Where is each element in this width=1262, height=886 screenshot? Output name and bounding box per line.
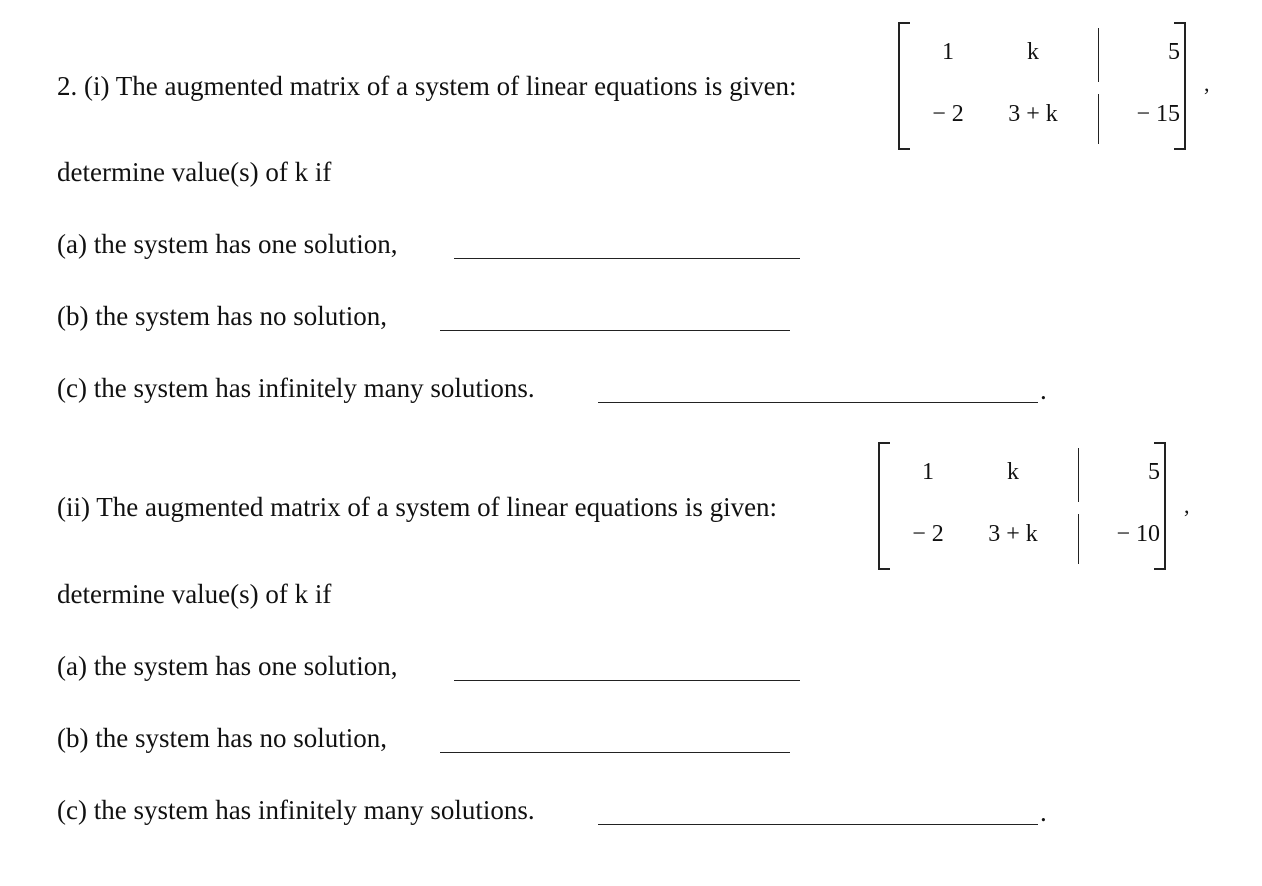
matrix-cell-r1c1: 1 — [922, 459, 934, 485]
matrix-cell-r1c2: k — [1007, 459, 1019, 485]
matrix-cell-r2c3: − 15 — [1136, 101, 1180, 127]
part1-item-c: (c) the system has infinitely many solutions. — [57, 373, 535, 403]
part1-answer-b-blank[interactable] — [440, 330, 790, 331]
matrix-cell-r1c2: k — [1027, 39, 1039, 65]
matrix-cell-r2c2: 3 + k — [988, 521, 1038, 547]
matrix-cell-r2c2: 3 + k — [1008, 101, 1058, 127]
part2-answer-c-blank[interactable] — [598, 824, 1038, 825]
part2-item-c: (c) the system has infinitely many solutions. — [57, 795, 535, 825]
part1-end-dot: . — [1040, 375, 1047, 405]
part1-item-a: (a) the system has one solution, — [57, 229, 398, 259]
matrix-cell-r1c1: 1 — [942, 39, 954, 65]
part2-augmented-matrix — [878, 442, 1178, 572]
augment-bar-bottom — [1098, 94, 1099, 144]
matrix-cell-r2c3: − 10 — [1116, 521, 1160, 547]
part1-augmented-matrix — [898, 22, 1198, 152]
part1-answer-a-blank[interactable] — [454, 258, 800, 259]
right-bracket — [1174, 22, 1186, 150]
augment-bar-top — [1078, 448, 1079, 502]
part2-end-dot: . — [1040, 797, 1047, 827]
augment-bar-bottom — [1078, 514, 1079, 564]
matrix-cell-r1c3: 5 — [1148, 459, 1160, 485]
matrix-cell-r2c1: − 2 — [912, 521, 944, 547]
part2-item-b: (b) the system has no solution, — [57, 723, 387, 753]
left-bracket — [898, 22, 910, 150]
part1-answer-c-blank[interactable] — [598, 402, 1038, 403]
part2-trailing-comma: , — [1184, 493, 1190, 518]
part1-intro: 2. (i) The augmented matrix of a system of linear equations is given: — [57, 71, 797, 101]
part1-item-b: (b) the system has no solution, — [57, 301, 387, 331]
part2-answer-a-blank[interactable] — [454, 680, 800, 681]
right-bracket — [1154, 442, 1166, 570]
matrix-cell-r1c3: 5 — [1168, 39, 1180, 65]
part2-intro: (ii) The augmented matrix of a system of linear equations is given: — [57, 492, 778, 522]
part2-item-a: (a) the system has one solution, — [57, 651, 398, 681]
part2-determine: determine value(s) of k if — [57, 579, 332, 609]
part1-trailing-comma: , — [1204, 71, 1210, 96]
part2-answer-b-blank[interactable] — [440, 752, 790, 753]
left-bracket — [878, 442, 890, 570]
part1-determine: determine value(s) of k if — [57, 157, 332, 187]
augment-bar-top — [1098, 28, 1099, 82]
matrix-cell-r2c1: − 2 — [932, 101, 964, 127]
